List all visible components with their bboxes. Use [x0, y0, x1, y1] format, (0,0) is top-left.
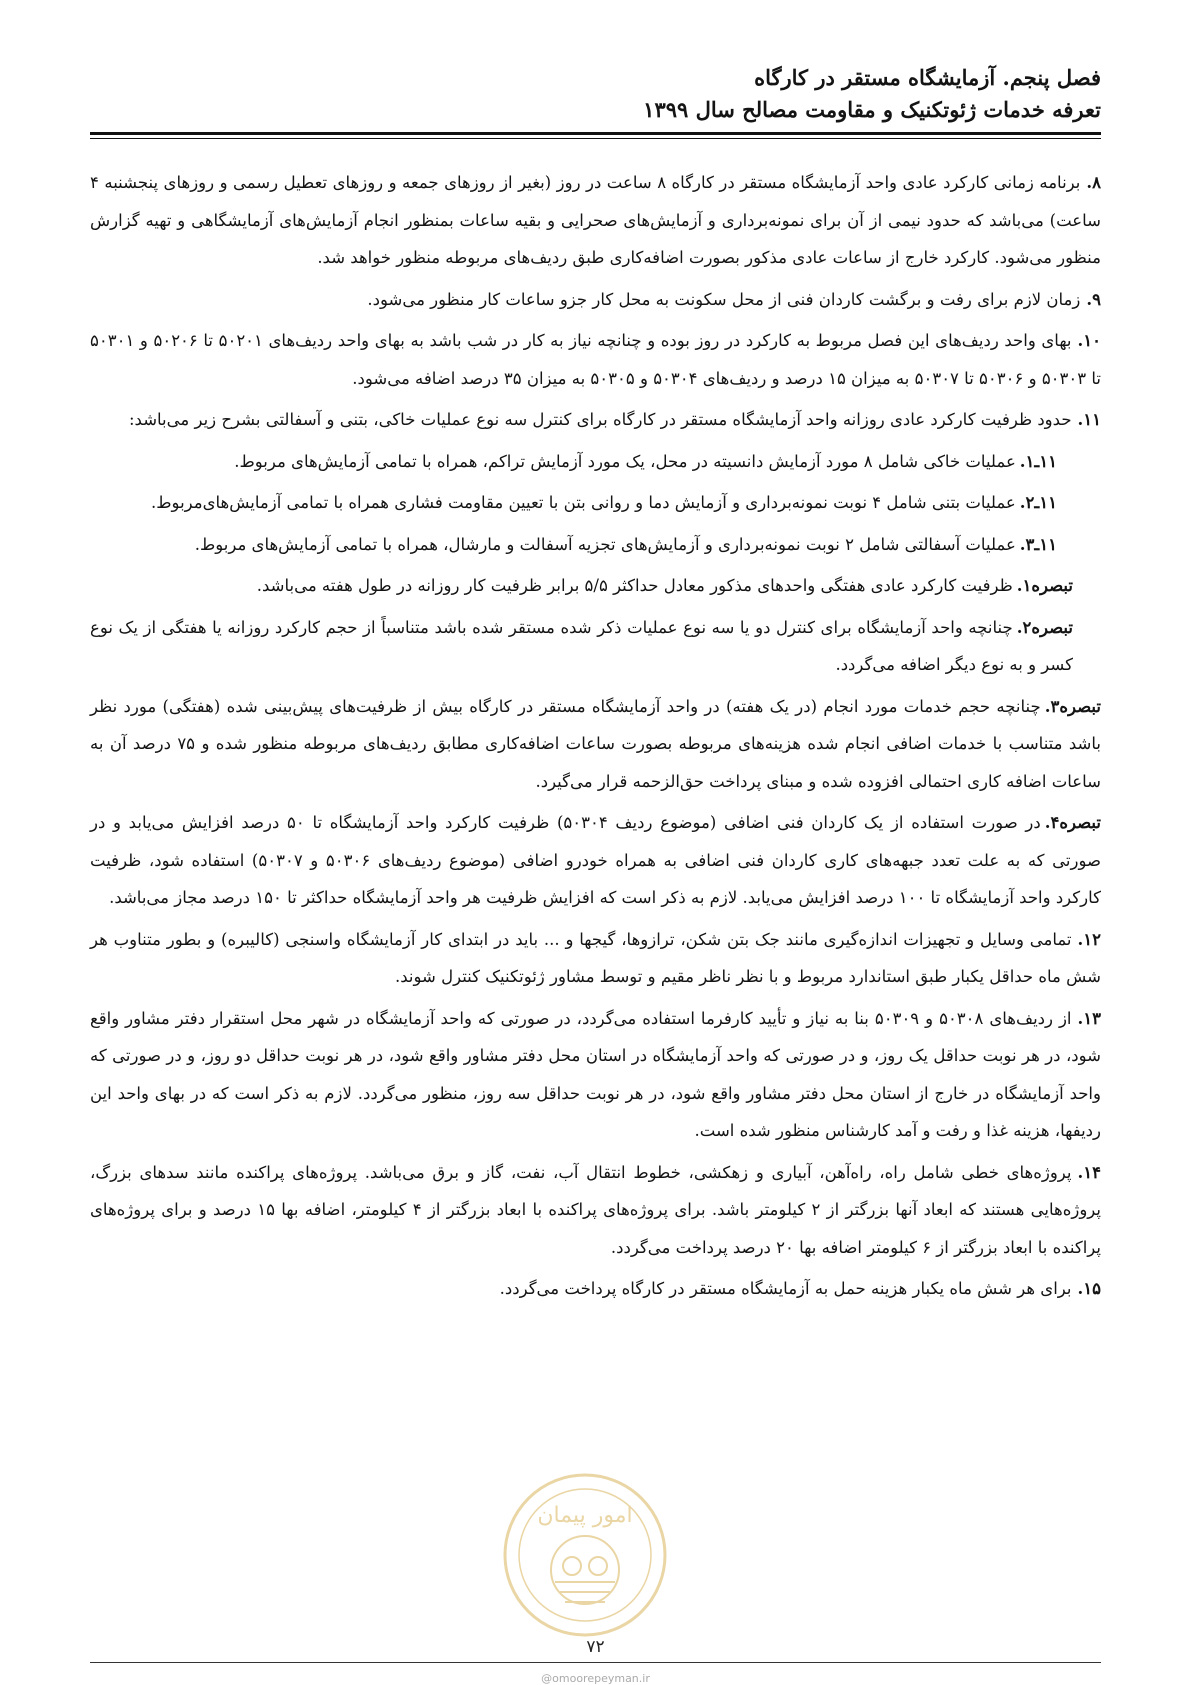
note-4 [90, 804, 1101, 917]
document-title: تعرفه خدمات ژئوتکنیک و مقاومت مصالح سال ۱۳۹۹ [643, 97, 1101, 122]
subitem-text: عملیات خاکی شامل ۸ مورد آزمایش دانسیته در محل، یک مورد آزمایش تراکم، همراه با تمامی آزمایش‌های مربوط. [234, 451, 1016, 471]
item-number: ۱۴. [1077, 1162, 1101, 1182]
item-text: برنامه زمانی کارکرد عادی واحد آزمایشگاه مستقر در کارگاه ۸ ساعت در روز (بغیر از روزهای جمعه و روزهای تعطیل رسمی و روزهای پنجشنبه ۴ ساعت) می‌باشد که حدود نیمی از آن برای نمونه‌برداری و آزمایش‌های صحرایی و بقیه ساعات بمنظور انجام آزمایش‌های آزمایشگاهی و تهیه گزارش منظور می‌شود. کارکرد خارج از ساعات عادی مذکور بصورت اضافه‌کاری طبق ردیف‌های مربوطه منظور خواهد شد. [90, 173, 1101, 267]
footer-website: @omoorepeyman.ir [541, 1672, 650, 1685]
item-12 [90, 921, 1101, 996]
note-3 [90, 688, 1101, 801]
item-14 [90, 1154, 1101, 1267]
chapter-title: فصل پنجم. آزمایشگاه مستقر در کارگاه [754, 65, 1101, 90]
item-number: ۱۲. [1077, 929, 1101, 949]
item-number: ۱۰. [1077, 331, 1102, 350]
subitem-11-1 [90, 443, 1101, 481]
note-1 [90, 567, 1101, 605]
item-13 [90, 1000, 1101, 1150]
item-text: تمامی وسایل و تجهیزات اندازه‌گیری مانند جک بتن شکن، ترازوها، گیجها و ... باید در ابتدای کار آزمایشگاه واسنجی (کالیبره) و بطور متناوب هر شش ماه حداقل یکبار طبق استاندارد مربوط و با نظر ناظر مقیم و توسط مشاور ژئوتکنیک کنترل شوند. [90, 929, 1101, 986]
note-2 [90, 609, 1101, 684]
subitem-number: ۱۱ـ۳. [1019, 534, 1057, 554]
watermark-text: امور پیمان [537, 1503, 633, 1528]
note-text: چنانچه حجم خدمات مورد انجام (در یک هفته) در واحد آزمایشگاه مستقر در کارگاه بیش از ظرفیت‌های پیش‌بینی شده (هفتگی) مورد نظر باشد متناسب با خدمات اضافی انجام شده هزینه‌های مربوطه بصورت ساعات اضافه‌کاری مطابق ردیف‌های مربوطه منظور شده و ۷۵ درصد آن به ساعات اضافه کاری احتمالی افزوده شده و مبنای پرداخت حق‌الزحمه قرار می‌گیرد. [90, 696, 1101, 791]
note-label: تبصره۱. [1016, 576, 1073, 595]
subitem-number: ۱۱ـ۲. [1019, 493, 1057, 512]
header-rule-thick [90, 132, 1101, 135]
page-number: ۷۲ [586, 1637, 605, 1657]
subitem-number: ۱۱ـ۱. [1019, 451, 1057, 471]
note-text: ظرفیت کارکرد عادی هفتگی واحدهای مذکور معادل حداکثر ۵/۵ برابر ظرفیت کار روزانه در طول هفته می‌باشد. [256, 576, 1013, 595]
item-number: ۱۳. [1077, 1008, 1101, 1028]
note-text: در صورت استفاده از یک کاردان فنی اضافی (موضوع ردیف ۵۰۳۰۴) ظرفیت کارکرد واحد آزمایشگاه تا ۵۰ درصد افزایش می‌یابد و در صورتی که به علت تعدد جبهه‌های کاری کاردان فنی اضافی به همراه خودرو اضافی (موضوع ردیف‌های ۵۰۳۰۶ و ۵۰۳۰۷) استفاده شود، ظرفیت کارکرد واحد آزمایشگاه تا ۱۰۰ درصد افزایش می‌یابد. لازم به ذکر است که افزایش ظرفیت هر واحد آزمایشگاه حداکثر تا ۱۵۰ درصد مجاز می‌باشد. [90, 813, 1101, 907]
item-text: برای هر شش ماه یکبار هزینه حمل به آزمایشگاه مستقر در کارگاه پرداخت می‌گردد. [499, 1279, 1072, 1298]
watermark-seal-icon [500, 1470, 670, 1640]
subitem-11-3 [90, 526, 1101, 564]
footer-rule [90, 1662, 1101, 1663]
item-15 [90, 1270, 1101, 1308]
item-text: حدود ظرفیت کارکرد عادی روزانه واحد آزمایشگاه مستقر در کارگاه برای کنترل سه نوع عملیات خاکی، بتنی و آسفالتی بشرح زیر می‌باشد: [128, 410, 1072, 429]
subitem-11-2 [90, 484, 1101, 522]
document-body [90, 164, 1101, 1312]
item-number: ۱۱. [1077, 410, 1101, 429]
item-number: ۱۵. [1077, 1279, 1101, 1298]
item-number: ۹. [1086, 289, 1101, 309]
header-rule-thin [90, 138, 1101, 139]
note-label: تبصره۴. [1044, 813, 1101, 832]
item-8 [90, 164, 1101, 277]
item-text: بهای واحد ردیف‌های این فصل مربوط به کارکرد در روز بوده و چنانچه نیاز به کار در شب باشد به بهای واحد ردیف‌های ۵۰۲۰۱ تا ۵۰۲۰۶ و ۵۰۳۰۱ تا ۵۰۳۰۳ و ۵۰۳۰۶ تا ۵۰۳۰۷ به میزان ۱۵ درصد و ردیف‌های ۵۰۳۰۴ و ۵۰۳۰۵ به میزان ۳۵ درصد اضافه می‌شود. [90, 331, 1101, 388]
note-label: تبصره۲. [1016, 617, 1073, 637]
subitem-text: عملیات بتنی شامل ۴ نوبت نمونه‌برداری و آزمایش دما و روانی بتن با تعیین مقاومت فشاری همراه با تمامی آزمایش‌های‌مربوط. [151, 493, 1016, 512]
note-label: تبصره۳. [1044, 696, 1101, 716]
note-text: چنانچه واحد آزمایشگاه برای کنترل دو یا سه نوع عملیات ذکر شده مستقر شده باشد متناسباً از حجم کارکرد روزانه یا هفتگی از یک نوع کسر و به نوع دیگر اضافه می‌گردد. [90, 617, 1073, 674]
item-text: زمان لازم برای رفت و برگشت کاردان فنی از محل سکونت به محل کار جزو ساعات کار منظور می‌شود. [367, 289, 1081, 309]
item-text: پروژه‌های خطی شامل راه، راه‌آهن، آبیاری و زهکشی، خطوط انتقال آب، نفت، گاز و برق می‌باشد. پروژه‌های پراکنده مانند سدهای بزرگ، پروژه‌هایی هستند که ابعاد آنها بزرگتر از ۲ کیلومتر باشد. برای پروژه‌های پراکنده با ابعاد بزرگتر از ۴ کیلومتر، اضافه بها ۱۵ درصد و برای پروژه‌های پراکنده با ابعاد بزرگتر از ۶ کیلومتر اضافه بها ۲۰ درصد پرداخت می‌گردد. [90, 1162, 1101, 1257]
item-9 [90, 281, 1101, 319]
item-number: ۸. [1086, 173, 1101, 192]
item-11 [90, 401, 1101, 439]
item-text: از ردیف‌های ۵۰۳۰۸ و ۵۰۳۰۹ بنا به نیاز و تأیید کارفرما استفاده می‌گردد، در صورتی که واحد آزمایشگاه در شهر محل استقرار دفتر مشاور واقع شود، در هر نوبت حداقل یک روز، و در صورتی که واحد آزمایشگاه در استان محل دفتر مشاور واقع شود، در هر نوبت حداقل دو روز، و در صورتی که واحد آزمایشگاه در خارج از استان محل دفتر مشاور واقع شود، در هر نوبت حداقل سه روز، منظور می‌گردد. لازم به ذکر است که در بهای واحد این ردیفها، هزینه غذا و رفت و آمد کارشناس منظور شده است. [90, 1008, 1101, 1140]
page-header [91, 62, 1101, 126]
subitem-text: عملیات آسفالتی شامل ۲ نوبت نمونه‌برداری و آزمایش‌های تجزیه آسفالت و مارشال، همراه با تمامی آزمایش‌های مربوط. [194, 534, 1016, 554]
item-10 [90, 322, 1101, 397]
